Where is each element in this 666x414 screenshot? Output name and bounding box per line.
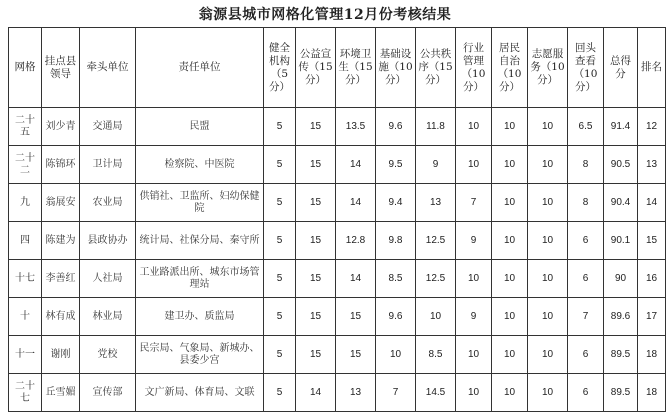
cell-grid: 十一 (9, 336, 42, 374)
cell-score: 7 (456, 184, 492, 222)
header-row (9, 28, 666, 108)
header-cell-units: 责任单位 (136, 28, 264, 108)
cell-score: 8.5 (376, 260, 416, 298)
cell-score: 5 (264, 298, 296, 336)
cell-score: 11.8 (416, 108, 456, 146)
cell-score: 13 (336, 374, 376, 412)
cell-score: 9.6 (376, 298, 416, 336)
header-cell-grid: 网格 (9, 28, 42, 108)
cell-score: 12.8 (336, 222, 376, 260)
cell-score: 15 (296, 298, 336, 336)
cell-total: 89.6 (604, 298, 638, 336)
cell-score: 10 (528, 222, 568, 260)
cell-score: 10 (528, 108, 568, 146)
cell-lead-unit: 人社局 (80, 260, 136, 298)
cell-grid: 二十七 (9, 374, 42, 412)
cell-score: 9 (456, 222, 492, 260)
cell-score: 9.6 (376, 108, 416, 146)
cell-score: 10 (528, 374, 568, 412)
cell-score: 10 (492, 374, 528, 412)
cell-leader: 丘雪媚 (42, 374, 80, 412)
cell-score: 10 (528, 146, 568, 184)
cell-units: 民宗局、气象局、新城办、县委少宫 (136, 336, 264, 374)
cell-score: 10 (376, 336, 416, 374)
cell-total: 90.4 (604, 184, 638, 222)
cell-rank: 14 (638, 184, 666, 222)
cell-score: 14 (336, 260, 376, 298)
cell-score: 5 (264, 108, 296, 146)
header-cell-rank: 排名 (638, 28, 666, 108)
cell-total: 90 (604, 260, 638, 298)
cell-score: 6 (568, 222, 604, 260)
cell-score: 6 (568, 260, 604, 298)
cell-score: 10 (492, 184, 528, 222)
cell-score: 15 (296, 260, 336, 298)
cell-rank: 15 (638, 222, 666, 260)
table-row (9, 374, 666, 412)
cell-total: 91.4 (604, 108, 638, 146)
header-cell-leader: 挂点县领导 (42, 28, 80, 108)
cell-total: 89.5 (604, 374, 638, 412)
cell-score: 13 (416, 184, 456, 222)
cell-grid: 二十二 (9, 146, 42, 184)
cell-score: 12.5 (416, 222, 456, 260)
cell-leader: 刘少青 (42, 108, 80, 146)
table-row (9, 298, 666, 336)
cell-total: 90.5 (604, 146, 638, 184)
cell-score: 10 (492, 336, 528, 374)
cell-score: 5 (264, 374, 296, 412)
cell-leader: 翁展安 (42, 184, 80, 222)
header-cell-volunteer: 志愿服务（10分） (528, 28, 568, 108)
cell-score: 8.5 (416, 336, 456, 374)
cell-score: 10 (492, 260, 528, 298)
cell-lead-unit: 县政协办 (80, 222, 136, 260)
cell-score: 10 (456, 374, 492, 412)
cell-units: 文广新局、体育局、文联 (136, 374, 264, 412)
header-cell-total: 总得分 (604, 28, 638, 108)
cell-lead-unit: 农业局 (80, 184, 136, 222)
cell-lead-unit: 林业局 (80, 298, 136, 336)
cell-score: 10 (528, 336, 568, 374)
cell-score: 10 (528, 260, 568, 298)
cell-score: 10 (456, 108, 492, 146)
cell-score: 10 (492, 222, 528, 260)
cell-leader: 李善红 (42, 260, 80, 298)
cell-score: 15 (296, 108, 336, 146)
cell-score: 12.5 (416, 260, 456, 298)
cell-leader: 林有成 (42, 298, 80, 336)
cell-score: 9.5 (376, 146, 416, 184)
header-cell-industry: 行业管理（10分） (456, 28, 492, 108)
table-row (9, 260, 666, 298)
cell-leader: 陈锦环 (42, 146, 80, 184)
cell-score: 5 (264, 336, 296, 374)
cell-score: 15 (296, 184, 336, 222)
cell-score: 10 (456, 260, 492, 298)
cell-rank: 16 (638, 260, 666, 298)
header-cell-publicity: 公益宣传（15分） (296, 28, 336, 108)
cell-score: 5 (264, 184, 296, 222)
cell-grid: 十 (9, 298, 42, 336)
table-row (9, 336, 666, 374)
table-row (9, 222, 666, 260)
cell-score: 7 (568, 298, 604, 336)
cell-score: 15 (296, 222, 336, 260)
cell-score: 9.8 (376, 222, 416, 260)
cell-score: 15 (336, 298, 376, 336)
cell-score: 6 (568, 336, 604, 374)
cell-score: 10 (492, 146, 528, 184)
cell-score: 9 (416, 146, 456, 184)
cell-total: 90.1 (604, 222, 638, 260)
cell-score: 5 (264, 146, 296, 184)
cell-score: 8 (568, 146, 604, 184)
cell-score: 14 (336, 184, 376, 222)
cell-rank: 18 (638, 336, 666, 374)
table-row (9, 184, 666, 222)
cell-score: 14.5 (416, 374, 456, 412)
cell-score: 8 (568, 184, 604, 222)
cell-lead-unit: 交通局 (80, 108, 136, 146)
cell-rank: 18 (638, 374, 666, 412)
header-cell-organization: 健全机构（5分） (264, 28, 296, 108)
page-title: 翁源县城市网格化管理12月份考核结果 (198, 7, 452, 23)
cell-score: 10 (456, 336, 492, 374)
cell-rank: 13 (638, 146, 666, 184)
cell-units: 供销社、卫监所、妇幼保健院 (136, 184, 264, 222)
cell-leader: 谢刚 (42, 336, 80, 374)
cell-units: 民盟 (136, 108, 264, 146)
cell-lead-unit: 卫计局 (80, 146, 136, 184)
cell-score: 13.5 (336, 108, 376, 146)
cell-score: 9.4 (376, 184, 416, 222)
cell-units: 建卫办、质监局 (136, 298, 264, 336)
cell-score: 10 (528, 184, 568, 222)
cell-score: 15 (296, 336, 336, 374)
cell-score: 15 (296, 146, 336, 184)
cell-score: 5 (264, 222, 296, 260)
cell-rank: 12 (638, 108, 666, 146)
cell-score: 10 (416, 298, 456, 336)
header-cell-lead-unit: 牵头单位 (80, 28, 136, 108)
cell-score: 15 (336, 336, 376, 374)
header-cell-autonomy: 居民自治（10分） (492, 28, 528, 108)
cell-score: 10 (492, 298, 528, 336)
cell-grid: 二十五 (9, 108, 42, 146)
cell-score: 14 (336, 146, 376, 184)
cell-total: 89.5 (604, 336, 638, 374)
cell-score: 10 (492, 108, 528, 146)
cell-grid: 四 (9, 222, 42, 260)
cell-score: 7 (376, 374, 416, 412)
cell-score: 6.5 (568, 108, 604, 146)
header-cell-infrastructure: 基础设施（10分） (376, 28, 416, 108)
header-cell-public-order: 公共秩序（15分） (416, 28, 456, 108)
cell-score: 6 (568, 374, 604, 412)
cell-grid: 十七 (9, 260, 42, 298)
cell-units: 统计局、社保分局、秦守所 (136, 222, 264, 260)
cell-score: 9 (456, 298, 492, 336)
cell-leader: 陈建为 (42, 222, 80, 260)
cell-lead-unit: 宣传部 (80, 374, 136, 412)
cell-score: 10 (456, 146, 492, 184)
cell-grid: 九 (9, 184, 42, 222)
cell-lead-unit: 党校 (80, 336, 136, 374)
header-cell-recheck: 回头查看（10分） (568, 28, 604, 108)
cell-score: 5 (264, 260, 296, 298)
cell-score: 14 (296, 374, 336, 412)
header-cell-sanitation: 环境卫生（15分） (336, 28, 376, 108)
cell-units: 工业路派出所、城东市场管理站 (136, 260, 264, 298)
table-row (9, 146, 666, 184)
results-table (8, 27, 666, 412)
cell-score: 10 (528, 298, 568, 336)
table-row (9, 108, 666, 146)
cell-rank: 17 (638, 298, 666, 336)
cell-units: 检察院、中医院 (136, 146, 264, 184)
